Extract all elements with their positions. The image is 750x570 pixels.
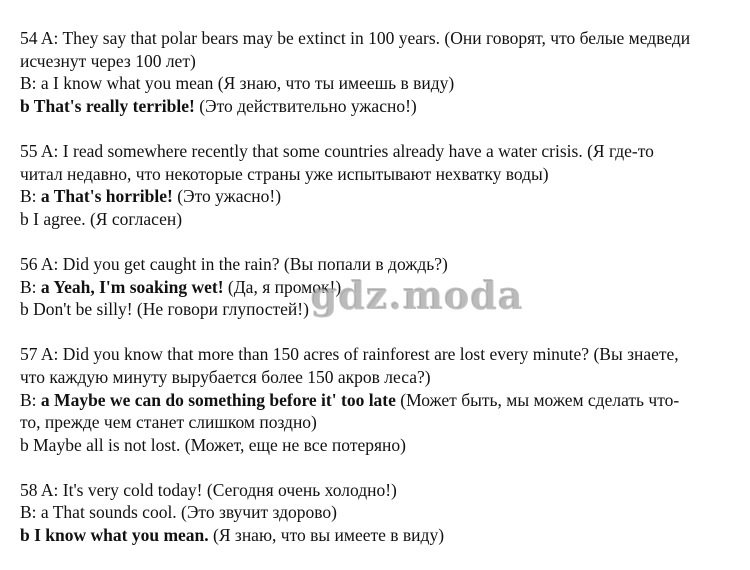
text-segment: 55 A: I read somewhere recently that some countries already have a water crisis. (Я где-то bbox=[20, 140, 654, 161]
text-segment: b Maybe all is not lost. (Может, еще не все потеряно) bbox=[20, 434, 406, 455]
text-line bbox=[20, 185, 738, 208]
watermark: gdz.moda bbox=[311, 273, 524, 318]
text-line bbox=[20, 479, 738, 502]
text-segment: читал недавно, что некоторые страны уже испытывают нехватку воды) bbox=[20, 163, 549, 184]
text-segment: то, прежде чем станет слишком поздно) bbox=[20, 412, 317, 433]
text-line bbox=[20, 366, 738, 389]
exercise-block bbox=[20, 140, 738, 230]
text-line bbox=[20, 208, 738, 231]
text-segment: что каждую минуту вырубается более 150 акров леса?) bbox=[20, 366, 431, 387]
text-line bbox=[20, 27, 738, 50]
text-segment: (Может быть, мы можем сделать что- bbox=[395, 389, 680, 410]
text-segment: b Don't be silly! (Не говори глупостей!) bbox=[20, 299, 309, 320]
text-segment: (Да, я промок!) bbox=[223, 276, 342, 297]
exercise-block bbox=[20, 343, 738, 456]
text-line bbox=[20, 50, 738, 73]
text-segment: исчезнут через 100 лет) bbox=[20, 50, 196, 71]
text-segment: 57 A: Did you know that more than 150 acres of rainforest are lost every minute? (Вы знаете, bbox=[20, 344, 679, 365]
text-line bbox=[20, 72, 738, 95]
text-segment: B: bbox=[20, 276, 41, 297]
text-line bbox=[20, 411, 738, 434]
text-segment: B: a I know what you mean (Я знаю, что ты имеешь в виду) bbox=[20, 73, 455, 94]
text-line bbox=[20, 140, 738, 163]
text-segment: B: a That sounds cool. (Это звучит здорово) bbox=[20, 502, 337, 523]
text-line bbox=[20, 501, 738, 524]
text-segment: B: bbox=[20, 389, 41, 410]
text-segment: B: bbox=[20, 186, 41, 207]
text-line bbox=[20, 95, 738, 118]
bold-answer: a That's horrible! bbox=[40, 186, 173, 207]
bold-answer: a Maybe we can do something before it' too late bbox=[40, 389, 396, 410]
text-line bbox=[20, 389, 738, 412]
bold-answer: b I know what you mean. bbox=[20, 525, 209, 546]
bold-answer: b That's really terrible! bbox=[20, 95, 195, 116]
exercise-block bbox=[20, 27, 738, 117]
text-segment: (Это действительно ужасно!) bbox=[194, 95, 417, 116]
text-segment: 56 A: Did you get caught in the rain? (Вы попали в дождь?) bbox=[20, 253, 448, 274]
text-segment: 54 A: They say that polar bears may be extinct in 100 years. (Они говорят, что белые медведи bbox=[20, 28, 691, 48]
text-segment: b I agree. (Я согласен) bbox=[20, 208, 183, 229]
text-segment: (Это ужасно!) bbox=[172, 186, 282, 207]
text-segment: 58 A: It's very cold today! (Сегодня очень холодно!) bbox=[20, 479, 397, 500]
text-segment: (Я знаю, что вы имеете в виду) bbox=[208, 525, 445, 546]
text-line bbox=[20, 434, 738, 457]
bold-answer: a Yeah, I'm soaking wet! bbox=[40, 276, 224, 297]
text-line bbox=[20, 163, 738, 186]
text-line bbox=[20, 524, 738, 547]
exercise-block bbox=[20, 479, 738, 547]
text-line bbox=[20, 343, 738, 366]
